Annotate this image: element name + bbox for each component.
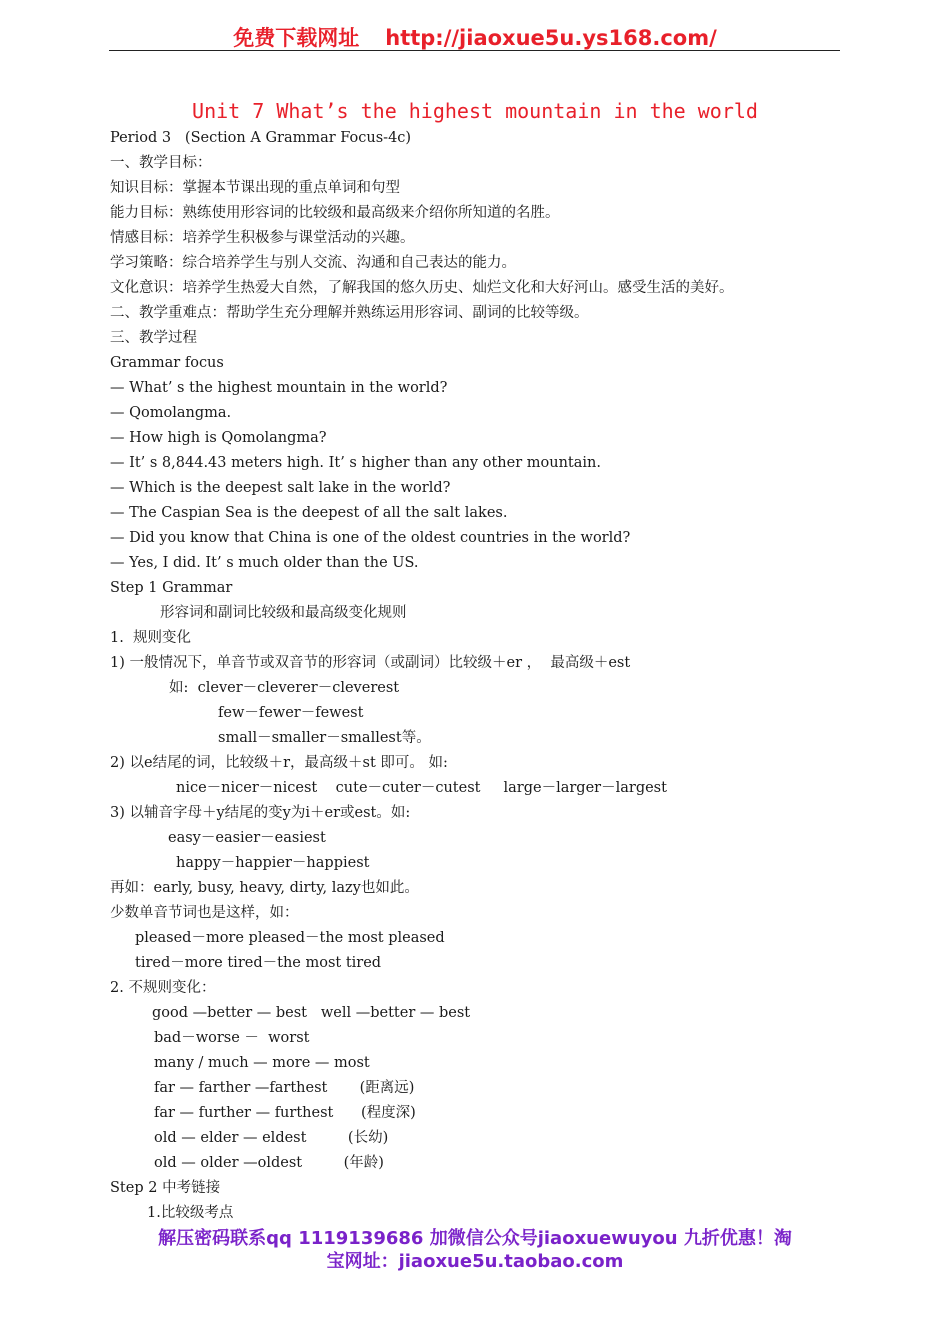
text-line: 2. 不规则变化： — [110, 980, 216, 996]
text-line: tired－more tired－the most tired — [135, 955, 382, 971]
text-line: far — further — furthest (程度深) — [154, 1105, 416, 1121]
document-body — [110, 126, 850, 1226]
text-line: 1) 一般情况下，单音节或双音节的形容词（或副词）比较级＋er ， 最高级＋est — [110, 655, 631, 671]
text-line: bad－worse － worst — [154, 1030, 310, 1046]
text-line: Grammar focus — [110, 355, 224, 371]
header-divider — [109, 50, 840, 51]
header-label: 免费下载网址 — [233, 26, 360, 50]
text-line: good —better — best well —better — best — [152, 1005, 471, 1021]
footer-line-2: 宝网址：jiaoxue5u.taobao.com — [326, 1251, 624, 1272]
text-line: — Did you know that China is one of the oldest countries in the world? — [110, 530, 631, 546]
text-line: happy－happier－happiest — [176, 855, 370, 871]
text-line: pleased－more pleased－the most pleased — [135, 930, 445, 946]
text-line: old — older —oldest (年龄) — [154, 1155, 384, 1171]
header-watermark — [0, 22, 950, 52]
text-line: — Qomolangma. — [110, 405, 232, 421]
text-line: — Yes, I did. It’ s much older than the US. — [110, 555, 419, 571]
text-line: — How high is Qomolangma? — [110, 430, 327, 446]
text-line: few－fewer－fewest — [218, 705, 364, 721]
text-line: — What’ s the highest mountain in the world? — [110, 380, 448, 396]
text-line: — It’ s 8,844.43 meters high. It’ s higher than any other mountain. — [110, 455, 601, 471]
footer-line-1: 解压密码联系qq 1119139686 加微信公众号jiaoxuewuyou 九折优惠！淘 — [158, 1228, 792, 1249]
text-line: 1.比较级考点 — [147, 1205, 234, 1221]
text-line: 文化意识：培养学生热爱大自然，了解我国的悠久历史、灿烂文化和大好河山。感受生活的美好。 — [110, 280, 734, 296]
text-line: easy－easier－easiest — [168, 830, 326, 846]
text-line: 学习策略：综合培养学生与别人交流、沟通和自己表达的能力。 — [110, 255, 516, 271]
text-line: 3) 以辅音字母＋y结尾的变y为i＋er或est。如: — [110, 805, 411, 821]
text-line: 如: clever－cleverer－cleverest — [169, 680, 400, 696]
text-line: old — elder — eldest (长幼) — [154, 1130, 389, 1146]
text-line: Period 3 (Section A Grammar Focus-4c) — [110, 130, 412, 146]
text-line: 三、教学过程 — [110, 330, 197, 346]
text-line: — The Caspian Sea is the deepest of all the salt lakes. — [110, 505, 508, 521]
text-line: 1. 规则变化 — [110, 630, 192, 646]
text-line: nice－nicer－nicest cute－cuter－cutest large－larger－largest — [176, 780, 667, 796]
text-line: 再如：early, busy, heavy, dirty, lazy也如此。 — [110, 880, 419, 896]
footer-watermark — [0, 1227, 950, 1273]
text-line: many / much — more — most — [154, 1055, 370, 1071]
text-line: far — farther —farthest (距离远) — [154, 1080, 415, 1096]
text-line: 二、教学重难点：帮助学生充分理解并熟练运用形容词、副词的比较等级。 — [110, 305, 589, 321]
text-line: 能力目标：熟练使用形容词的比较级和最高级来介绍你所知道的名胜。 — [110, 205, 560, 221]
document-title: Unit 7 What’s the highest mountain in the world — [192, 99, 758, 123]
text-line: 少数单音节词也是这样，如： — [110, 905, 299, 921]
text-line: 情感目标：培养学生积极参与课堂活动的兴趣。 — [110, 230, 415, 246]
text-line: small－smaller－smallest等。 — [218, 730, 431, 746]
text-line: 一、教学目标： — [110, 155, 212, 171]
text-line: 2) 以e结尾的词，比较级＋r，最高级＋st 即可。 如: — [110, 755, 448, 771]
text-line: Step 2 中考链接 — [110, 1180, 221, 1196]
text-line: — Which is the deepest salt lake in the world? — [110, 480, 451, 496]
text-line: 形容词和副词比较级和最高级变化规则 — [160, 605, 407, 621]
text-line: Step 1 Grammar — [110, 580, 233, 596]
text-line: 知识目标：掌握本节课出现的重点单词和句型 — [110, 180, 400, 196]
header-url-link[interactable]: http://jiaoxue5u.ys168.com/ — [385, 26, 717, 50]
